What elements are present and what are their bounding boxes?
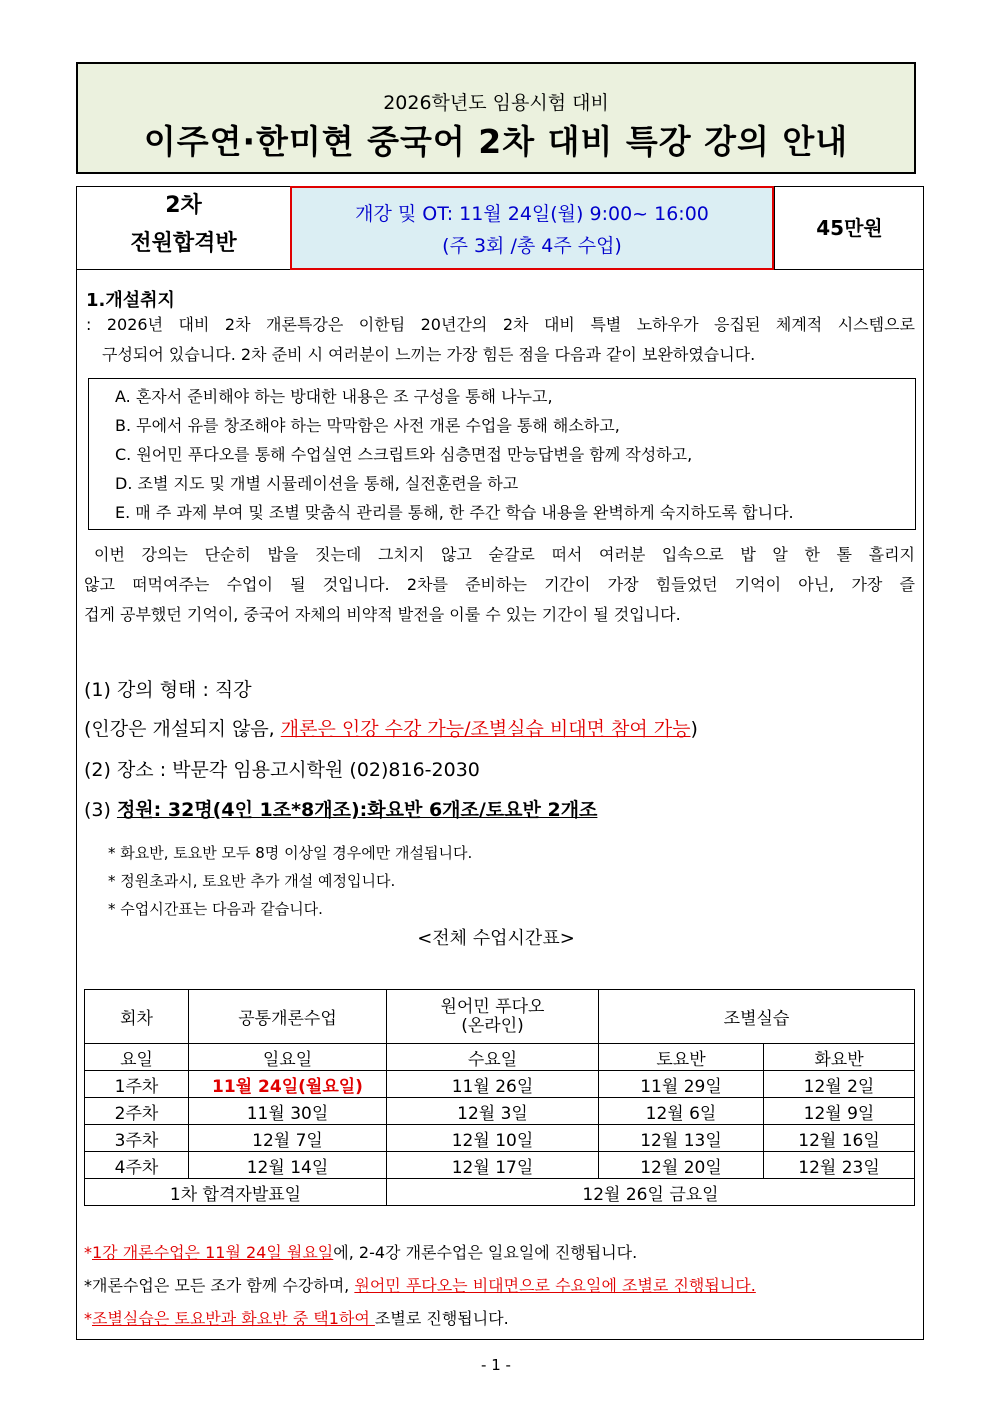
- document-subtitle: 2026학년도 임용시험 대비: [383, 92, 609, 114]
- online-info-highlight: 개론은 인강 수강 가능/조별실습 비대면 참여 가능: [280, 718, 691, 740]
- note-item: * 수업시간표는 다음과 같습니다.: [108, 900, 323, 918]
- intro-line-1: : 2026년 대비 2차 개론특강은 이한팀 20년간의 2차 대비 특별 노하우가 응집된 체계적 시스템으로: [86, 315, 915, 334]
- capacity-highlight: 정원: 32명(4인 1조*8개조):화요반 6개조/토요반 2개조: [116, 799, 598, 821]
- header-group: 조별실습: [599, 990, 915, 1044]
- capacity-prefix: (3): [84, 799, 117, 821]
- online-info: [84, 714, 698, 741]
- table-result-row: [85, 1179, 915, 1206]
- class-name-line2: 전원합격반: [130, 231, 237, 256]
- class-name: [77, 187, 290, 269]
- note-item: * 화요반, 토요반 모두 8명 이상일 경우에만 개설됩니다.: [108, 844, 473, 862]
- footnote-2-prefix: *개론수업은 모든 조가 함께 수강하며,: [84, 1276, 355, 1295]
- footnote-1-rest: 에, 2-4강 개론수업은 일요일에 진행됩니다.: [333, 1243, 638, 1262]
- table-subheader-row: [85, 1044, 915, 1071]
- table-caption: <전체 수업시간표>: [417, 928, 575, 949]
- header-native-line2: (온라인): [461, 1015, 524, 1036]
- table-cell: 12월 3일: [387, 1098, 599, 1125]
- table-cell: 2주차: [85, 1098, 189, 1125]
- page-number: - 1 -: [481, 1356, 511, 1374]
- footnote-3-rest: 조별로 진행됩니다.: [374, 1309, 509, 1328]
- result-date: 12월 26일 금요일: [387, 1179, 915, 1206]
- table-cell: 12월 17일: [387, 1152, 599, 1179]
- table-cell: 12월 14일: [189, 1152, 387, 1179]
- subheader-cell: 요일: [85, 1044, 189, 1071]
- table-cell: 12월 7일: [189, 1125, 387, 1152]
- table-row: [85, 1125, 915, 1152]
- footnote-star: *: [84, 1309, 92, 1328]
- improvement-item: D. 조별 지도 및 개별 시뮬레이션을 통해, 실전훈련을 하고: [115, 474, 519, 493]
- title-box: [76, 62, 916, 174]
- online-info-suffix: ): [690, 718, 698, 740]
- location-info: (2) 장소 : 박문각 임용고시학원 (02)816-2030: [84, 759, 480, 781]
- table-cell: 12월 6일: [599, 1098, 764, 1125]
- class-schedule-box: [290, 186, 774, 270]
- body-line-1: 이번 강의는 단순히 밥을 짓는데 그치지 않고 숟갈로 떠서 여러분 입속으로 밥 알 한 톨 흘리지: [94, 545, 915, 564]
- subheader-cell: 일요일: [189, 1044, 387, 1071]
- table-cell: 12월 10일: [387, 1125, 599, 1152]
- lecture-format: (1) 강의 형태 : 직강: [84, 679, 252, 701]
- footnote-3-highlight: 조별실습은 토요반과 화요반 중 택1하여: [92, 1309, 375, 1328]
- class-name-line1: 2차: [165, 193, 202, 218]
- body-line-2: 않고 떠먹여주는 수업이 될 것입니다. 2차를 준비하는 기간이 가장 힘들었던 기억이 아닌, 가장 즐: [84, 575, 915, 594]
- class-schedule-line2: (주 3회 /총 4주 수업): [442, 235, 622, 257]
- section-heading: 1.개설취지: [86, 290, 175, 311]
- footnote-3: [84, 1306, 509, 1329]
- class-schedule-line1: 개강 및 OT: 11월 24일(월) 9:00~ 16:00: [355, 203, 709, 225]
- improvement-item: C. 원어민 푸다오를 통해 수업실연 스크립트와 심층면접 만능답변을 함께 작성하고,: [115, 445, 693, 464]
- improvement-item: B. 무에서 유를 창조해야 하는 막막함은 사전 개론 수업을 통해 해소하고,: [115, 416, 620, 435]
- table-cell: 12월 2일: [764, 1071, 915, 1098]
- subheader-cell: 수요일: [387, 1044, 599, 1071]
- table-cell: 11월 26일: [387, 1071, 599, 1098]
- table-cell-highlight: 11월 24일(월요일): [189, 1071, 387, 1098]
- capacity-info: [84, 795, 597, 822]
- body-line-3: 겁게 공부했던 기억이, 중국어 자체의 비약적 발전을 이룰 수 있는 기간이 될 것입니다.: [84, 605, 681, 624]
- footnote-2: [84, 1273, 756, 1296]
- footnote-1: [84, 1240, 637, 1263]
- note-item: * 정원초과시, 토요반 추가 개설 예정입니다.: [108, 872, 396, 890]
- header-round: 회차: [85, 990, 189, 1044]
- footnote-star: *: [84, 1243, 92, 1262]
- table-cell: 12월 16일: [764, 1125, 915, 1152]
- table-cell: 12월 23일: [764, 1152, 915, 1179]
- intro-line-2: 구성되어 있습니다. 2차 준비 시 여러분이 느끼는 가장 힘든 점을 다음과 같이 보완하였습니다.: [102, 345, 756, 364]
- header-common: 공통개론수업: [189, 990, 387, 1044]
- table-cell: 3주차: [85, 1125, 189, 1152]
- improvements-box: [88, 378, 916, 530]
- improvement-item: A. 혼자서 준비해야 하는 방대한 내용은 조 구성을 통해 나누고,: [115, 387, 553, 406]
- table-cell: 4주차: [85, 1152, 189, 1179]
- footnote-2-highlight: 원어민 푸다오는 비대면으로 수요일에 조별로 진행됩니다.: [354, 1276, 756, 1295]
- table-cell: 12월 20일: [599, 1152, 764, 1179]
- class-price: 45만원: [774, 187, 924, 269]
- subheader-cell: 토요반: [599, 1044, 764, 1071]
- improvement-item: E. 매 주 과제 부여 및 조별 맞춤식 관리를 통해, 한 주간 학습 내용을 완벽하게 숙지하도록 합니다.: [115, 503, 794, 522]
- online-info-prefix: (인강은 개설되지 않음,: [84, 718, 281, 740]
- footnote-1-highlight: 1강 개론수업은 11월 24일 월요일: [92, 1243, 334, 1262]
- header-native-line1: 원어민 푸다오: [440, 996, 545, 1017]
- table-header-row: [85, 990, 915, 1044]
- subheader-cell: 화요반: [764, 1044, 915, 1071]
- schedule-table: [84, 989, 915, 1206]
- table-row: [85, 1152, 915, 1179]
- document-title: 이주연·한미현 중국어 2차 대비 특강 강의 안내: [143, 122, 849, 161]
- result-label: 1차 합격자발표일: [85, 1179, 387, 1206]
- table-cell: 12월 13일: [599, 1125, 764, 1152]
- table-cell: 11월 30일: [189, 1098, 387, 1125]
- table-row: [85, 1098, 915, 1125]
- table-cell: 12월 9일: [764, 1098, 915, 1125]
- table-cell: 1주차: [85, 1071, 189, 1098]
- table-cell: 11월 29일: [599, 1071, 764, 1098]
- table-row: [85, 1071, 915, 1098]
- header-native: [387, 990, 599, 1044]
